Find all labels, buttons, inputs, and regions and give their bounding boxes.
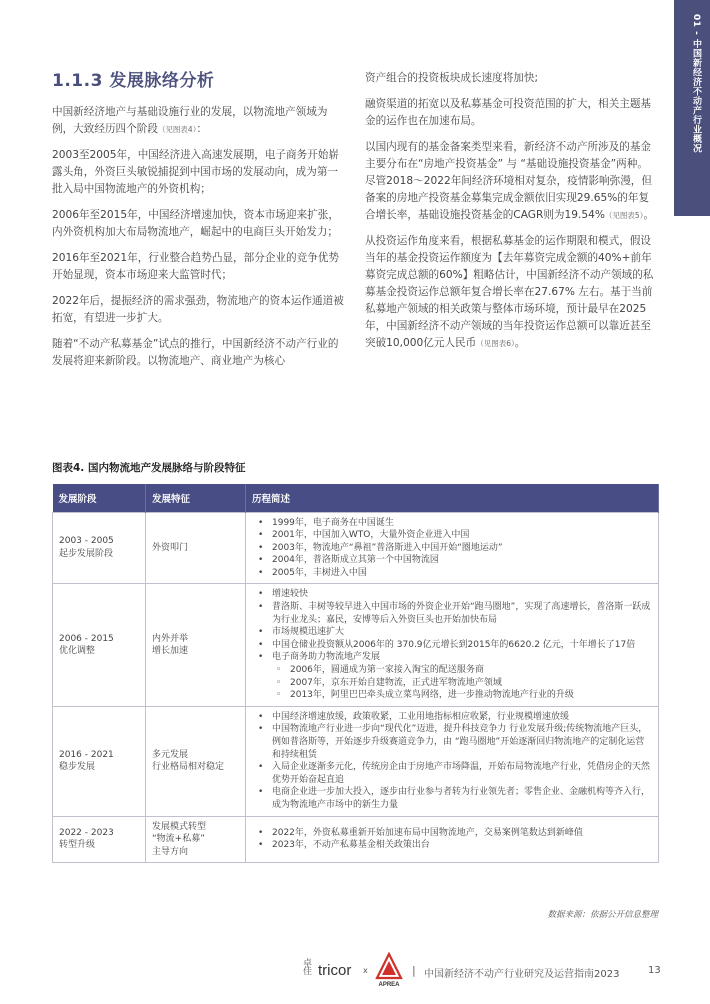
history-item: • 中国物流地产行业进一步向“现代化”迈进，提升科技竞争力 行业发展升级;传统物流地产巨头，例如普洛斯等，开始逐步升级赛道竞争力，由 “跑马圈地”开始逐渐回归物流地产的定制化运营和持续租赁 <box>252 723 652 761</box>
right-paragraph <box>365 70 658 87</box>
history-item: • 电商企业进一步加大投入，逐步由行业参与者转为行业领先者；零售企业、金融机构等齐入行，成为物流地产市场中的新生力量 <box>252 786 652 811</box>
feature-cell <box>146 584 246 706</box>
table-row <box>53 706 659 816</box>
history-sub-item: ◦ 2007年，京东开始自建物流，正式进军物流地产领域 <box>252 677 652 690</box>
paragraph-text: 2003至2005年，中国经济进入高速发展期，电子商务开始崭露头角，外资巨头敏锐捕捉到中国市场的发展动向，成为第一批入局中国物流地产的外资机构； <box>52 149 339 195</box>
section-title: 1.1.3 发展脉络分析 <box>52 71 215 91</box>
paragraph-text: 2016年至2021年，行业整合趋势凸显，部分企业的竞争优势开始显现，资本市场迎来大监管时代； <box>52 252 339 281</box>
stage-cell <box>53 584 146 706</box>
tricor-logo: tricor <box>318 962 352 979</box>
history-list <box>252 588 652 701</box>
development-stage-table <box>52 484 659 863</box>
table-row <box>53 512 659 584</box>
figure-reference: （见图表5） <box>604 211 644 220</box>
feature-line: 多元发展 <box>152 749 189 760</box>
history-item: • 2023年，不动产私募基金相关政策出台 <box>252 839 652 852</box>
left-paragraph <box>52 250 345 284</box>
page-number: 13 <box>648 965 661 976</box>
history-cell <box>246 706 659 816</box>
data-source-note: 数据来源：依据公开信息整理 <box>547 910 658 920</box>
logo-separator-x: x <box>363 966 368 975</box>
stage-years: 2022 - 2023 <box>59 827 114 838</box>
left-column <box>52 104 345 379</box>
tricor-chinese-logo: 卓佳 <box>301 958 311 974</box>
left-paragraph <box>52 293 345 327</box>
history-item: • 市场规模迅速扩大 <box>252 626 652 639</box>
history-cell <box>246 584 659 706</box>
paragraph-tail: ： <box>196 123 208 135</box>
stage-years: 2006 - 2015 <box>59 633 114 644</box>
stage-cell <box>53 816 146 863</box>
history-item: • 增速较快 <box>252 588 652 601</box>
left-paragraph <box>52 207 345 241</box>
history-item: • 中国仓储业投资额从2006年的 370.9亿元增长到2015年的6620.2 亿元，十年增长了17倍 <box>252 639 652 652</box>
header-history: 历程简述 <box>246 484 659 512</box>
stage-cell <box>53 512 146 584</box>
aprea-logo-icon <box>374 952 404 988</box>
feature-line: “物流+私募” <box>152 834 205 845</box>
paragraph-text: 从投资运作角度来看，根据私募基金的运作期限和模式，假设当年的基金投资运作额度为【去年募资完成金额的40%+前年募资完成总额的60%】粗略估计，中国新经济不动产领域的私募基金投资运作总额年复合增长率在27.67% 左右。基于当前私募地产领域的相关政策与整体市场环境，预计最早在2025年，中国新经济不动产领域的当年投资运作总额可以靠近甚至突破10,000亿元人民币 <box>365 235 654 349</box>
paragraph-tail: 。 <box>643 209 655 221</box>
stage-name: 转型升级 <box>59 840 96 851</box>
history-list <box>252 517 652 580</box>
table-header-row <box>53 484 659 512</box>
history-cell <box>246 816 659 863</box>
figure-title: 图表4. 国内物流地产发展脉络与阶段特征 <box>52 462 246 474</box>
left-paragraph <box>52 104 345 138</box>
feature-line: 发展模式转型 <box>152 821 207 832</box>
feature-cell <box>146 512 246 584</box>
header-stage: 发展阶段 <box>53 484 146 512</box>
stage-name: 优化调整 <box>59 646 96 657</box>
table-row <box>53 816 659 863</box>
left-paragraph <box>52 147 345 198</box>
feature-line: 内外并举 <box>152 633 189 644</box>
stage-years: 2003 - 2005 <box>59 536 114 547</box>
right-paragraph <box>365 96 658 130</box>
feature-cell <box>146 816 246 863</box>
feature-line: 增长加速 <box>152 646 189 657</box>
paragraph-text: 2006年至2015年，中国经济增速加快，资本市场迎来扩张，内外资机构加大布局物流地产，崛起中的电商巨头开始发力； <box>52 209 339 238</box>
feature-line: 主导方向 <box>152 846 189 857</box>
left-paragraph <box>52 336 345 370</box>
stage-cell <box>53 706 146 816</box>
history-item: • 2003年，物流地产“鼻祖”普洛斯进入中国开始“圈地运动” <box>252 542 652 555</box>
paragraph-text: 中国新经济地产与基础设施行业的发展，以物流地产领域为例，大致经历四个阶段 <box>52 106 328 135</box>
history-item: • 2004年，普洛斯成立其第一个中国物流园 <box>252 554 652 567</box>
feature-line: 行业格局相对稳定 <box>152 762 225 773</box>
history-list <box>252 711 652 812</box>
history-item: • 2005年，丰树进入中国 <box>252 567 652 580</box>
table-row <box>53 584 659 706</box>
history-item: • 电子商务助力物流地产发展 <box>252 651 652 664</box>
report-title: 中国新经济不动产行业研究及运营指南2023 <box>424 969 620 980</box>
stage-name: 稳步发展 <box>59 762 96 773</box>
paragraph-text: 随着“不动产私募基金”试点的推行，中国新经济不动产行业的发展将迎来新阶段。以物流地产、商业地产为核心 <box>52 338 339 367</box>
chapter-side-tab-label: 01 - 中国新经济不动产行业概况 <box>691 14 701 154</box>
aprea-logo-text: APREA <box>378 982 400 988</box>
history-list <box>252 827 652 852</box>
paragraph-tail: 。 <box>514 337 526 349</box>
feature-line: 外资叩门 <box>152 542 189 553</box>
chapter-side-tab <box>674 0 710 216</box>
history-sub-item: ◦ 2013年，阿里巴巴牵头成立菜鸟网络，进一步推动物流地产行业的升级 <box>252 689 652 702</box>
stage-name: 起步发展阶段 <box>59 548 114 559</box>
right-paragraph <box>365 139 658 224</box>
right-paragraph <box>365 233 658 352</box>
history-sub-item: ◦ 2006年，圆通成为第一家接入淘宝的配送服务商 <box>252 664 652 677</box>
history-cell <box>246 512 659 584</box>
header-feature: 发展特征 <box>146 484 246 512</box>
paragraph-text: 2022年后，提振经济的需求强劲，物流地产的资本运作通道被拓宽，有望进一步扩大。 <box>52 295 344 324</box>
paragraph-text: 融资渠道的拓宽以及私募基金可投资范围的扩大，相关主题基金的运作也在加速布局。 <box>365 98 652 127</box>
page-footer <box>0 952 710 992</box>
history-item: • 入局企业逐渐多元化，传统房企由于房地产市场降温，开始布局物流地产行业，凭借房企的天然优势开始奋起直追 <box>252 761 652 786</box>
stage-years: 2016 - 2021 <box>59 749 114 760</box>
history-item: • 普洛斯、丰树等较早进入中国市场的外资企业开始“跑马圈地”，实现了高速增长，普洛斯一跃成为行业龙头；嘉民，安博等后入外资巨头也开始加快布局 <box>252 601 652 626</box>
footer-separator: | <box>412 964 416 977</box>
history-item: • 2001年，中国加入WTO，大量外资企业进入中国 <box>252 529 652 542</box>
paragraph-text: 资产组合的投资板块成长速度将加快; <box>365 72 539 84</box>
history-item: • 1999年，电子商务在中国诞生 <box>252 517 652 530</box>
figure-reference: （见图表4） <box>157 125 197 134</box>
history-item: • 中国经济增速放缓，政策收紧，工业用地指标相应收紧，行业规模增速放缓 <box>252 711 652 724</box>
figure-reference: （见图表6） <box>476 339 515 348</box>
feature-cell <box>146 706 246 816</box>
right-column <box>365 70 658 361</box>
paragraph-text: 以国内现有的基金备案类型来看，新经济不动产所涉及的基金主要分布在“房地产投资基金” 与 “基础设施投资基金”两种。尽管2018～2022年间经济环境相对复杂，疫情影响弥漫，但备案的房地产投资基金募集完成金额依旧实现29.65%的年复合增长率，基础设施投资基金的CAGR则为19.54% <box>365 141 652 221</box>
history-item: • 2022年，外资私募重新开始加速布局中国物流地产，交易案例笔数达到新峰值 <box>252 827 652 840</box>
